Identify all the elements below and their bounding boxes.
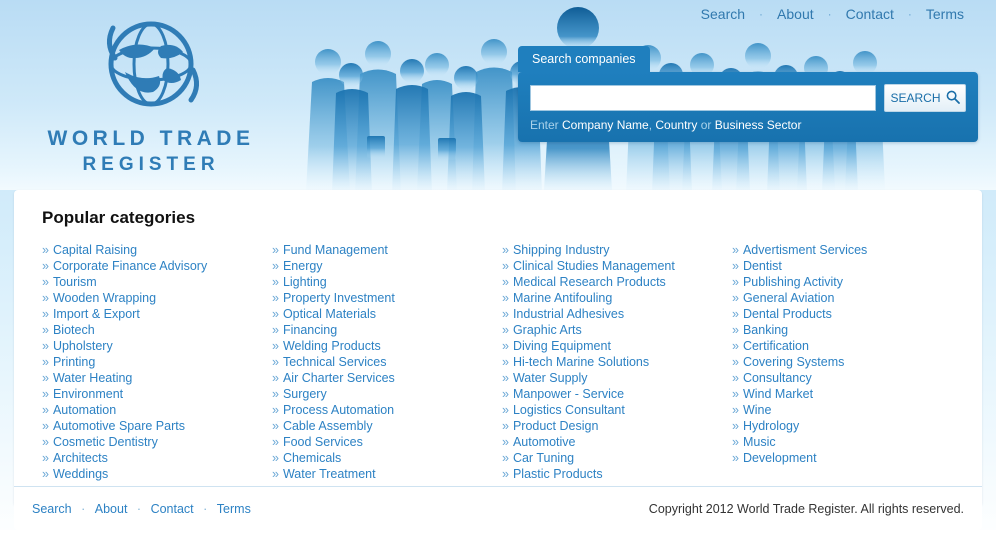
category-link[interactable]: Covering Systems <box>742 355 845 369</box>
category-link[interactable]: Advertisment Services <box>742 243 868 257</box>
list-item <box>732 354 962 370</box>
bullet-icon: » <box>42 467 49 481</box>
list-item <box>732 306 962 322</box>
list-item <box>732 274 962 290</box>
category-link[interactable]: Development <box>742 451 817 465</box>
category-link[interactable]: Automotive <box>512 435 576 449</box>
bullet-icon: » <box>272 355 279 369</box>
bullet-icon: » <box>272 291 279 305</box>
bullet-icon: » <box>732 355 739 369</box>
bullet-icon: » <box>732 403 739 417</box>
category-link[interactable]: Water Supply <box>512 371 588 385</box>
list-item <box>272 418 502 434</box>
category-column-2 <box>272 242 502 482</box>
topnav-link-search[interactable]: Search <box>700 6 746 22</box>
bullet-icon: » <box>272 451 279 465</box>
bullet-icon: » <box>502 291 509 305</box>
list-item <box>732 418 962 434</box>
bullet-icon: » <box>42 451 49 465</box>
list-item <box>42 338 272 354</box>
list-item <box>272 354 502 370</box>
bullet-icon: » <box>272 275 279 289</box>
category-link[interactable]: Lighting <box>282 275 327 289</box>
list-item <box>272 466 502 482</box>
category-link[interactable]: Medical Research Products <box>512 275 666 289</box>
bullet-icon: » <box>502 403 509 417</box>
category-column-4 <box>732 242 962 482</box>
search-hint <box>518 118 978 142</box>
bullet-icon: » <box>272 323 279 337</box>
category-link[interactable]: Music <box>742 435 776 449</box>
search-row <box>518 72 978 118</box>
category-link[interactable]: Clinical Studies Management <box>512 259 675 273</box>
globe-icon <box>95 10 207 122</box>
category-link[interactable]: General Aviation <box>742 291 835 305</box>
list-item <box>732 322 962 338</box>
category-link[interactable]: Dental Products <box>742 307 832 321</box>
list-item <box>502 386 732 402</box>
search-button[interactable] <box>884 84 966 112</box>
list-item <box>502 242 732 258</box>
search-button-label: SEARCH <box>890 91 941 105</box>
category-link[interactable]: Financing <box>282 323 338 337</box>
bullet-icon: » <box>502 371 509 385</box>
category-link[interactable]: Chemicals <box>282 451 342 465</box>
category-link[interactable]: Cable Assembly <box>282 419 373 433</box>
bullet-icon: » <box>272 403 279 417</box>
copyright-text: Copyright 2012 World Trade Register. All rights reserved. <box>648 501 964 516</box>
list-item <box>502 258 732 274</box>
category-link[interactable]: Wine <box>742 403 772 417</box>
bullet-icon: » <box>272 435 279 449</box>
bullet-icon: » <box>272 243 279 257</box>
category-link[interactable]: Tourism <box>52 275 97 289</box>
category-link[interactable]: Wooden Wrapping <box>52 291 157 305</box>
bullet-icon: » <box>502 307 509 321</box>
list-item <box>732 338 962 354</box>
magnifier-icon <box>946 90 960 107</box>
category-link[interactable]: Process Automation <box>282 403 395 417</box>
logo-line-2: REGISTER <box>82 154 220 175</box>
list-item <box>502 274 732 290</box>
bullet-icon: » <box>732 307 739 321</box>
bullet-icon: » <box>502 243 509 257</box>
bullet-icon: » <box>42 243 49 257</box>
category-link[interactable]: Manpower - Service <box>512 387 625 401</box>
category-link[interactable]: Cosmetic Dentistry <box>52 435 158 449</box>
bullet-icon: » <box>42 339 49 353</box>
bullet-icon: » <box>502 419 509 433</box>
category-link[interactable]: Wind Market <box>742 387 814 401</box>
list-item <box>272 370 502 386</box>
category-link[interactable]: Architects <box>52 451 108 465</box>
list-item <box>502 434 732 450</box>
list-item <box>42 290 272 306</box>
list-item <box>42 306 272 322</box>
category-link[interactable]: Banking <box>742 323 789 337</box>
hero-banner <box>0 0 996 190</box>
logo-wordmark <box>26 126 276 178</box>
list-item <box>502 466 732 482</box>
category-link[interactable]: Surgery <box>282 387 327 401</box>
category-link[interactable]: Automation <box>52 403 117 417</box>
list-item <box>42 370 272 386</box>
bullet-icon: » <box>502 323 509 337</box>
bullet-icon: » <box>42 259 49 273</box>
bullet-icon: » <box>272 339 279 353</box>
category-list-4 <box>732 242 962 466</box>
footer-link-terms[interactable]: Terms <box>216 501 251 516</box>
list-item <box>502 370 732 386</box>
list-item <box>502 354 732 370</box>
bullet-icon: » <box>732 275 739 289</box>
category-list-2 <box>272 242 502 482</box>
category-link[interactable]: Automotive Spare Parts <box>52 419 185 433</box>
category-link[interactable]: Property Investment <box>282 291 395 305</box>
category-link[interactable]: Publishing Activity <box>742 275 844 289</box>
bullet-icon: » <box>732 419 739 433</box>
category-link[interactable]: Logistics Consultant <box>512 403 625 417</box>
bullet-icon: » <box>732 371 739 385</box>
bullet-icon: » <box>272 387 279 401</box>
bullet-icon: » <box>272 467 279 481</box>
bullet-icon: » <box>732 291 739 305</box>
category-link[interactable]: Food Services <box>282 435 363 449</box>
list-item <box>42 322 272 338</box>
bullet-icon: » <box>272 259 279 273</box>
topnav-separator: · <box>759 7 764 21</box>
category-link[interactable]: Industrial Adhesives <box>512 307 625 321</box>
category-link[interactable]: Technical Services <box>282 355 387 369</box>
list-item <box>732 402 962 418</box>
bullet-icon: » <box>732 323 739 337</box>
category-link[interactable]: Consultancy <box>742 371 812 385</box>
category-link[interactable]: Capital Raising <box>52 243 138 257</box>
topnav-link-terms[interactable]: Terms <box>925 6 964 22</box>
list-item <box>42 466 272 482</box>
list-item <box>42 258 272 274</box>
bullet-icon: » <box>42 435 49 449</box>
category-link[interactable]: Graphic Arts <box>512 323 582 337</box>
list-item <box>42 242 272 258</box>
topnav-separator: · <box>827 7 832 21</box>
category-link[interactable]: Energy <box>282 259 323 273</box>
search-hint-sep-2: or <box>697 118 715 132</box>
list-item <box>42 386 272 402</box>
list-item <box>272 242 502 258</box>
footer-separator: · <box>81 501 86 516</box>
list-item <box>272 434 502 450</box>
list-item <box>272 274 502 290</box>
category-link[interactable]: Environment <box>52 387 124 401</box>
list-item <box>732 370 962 386</box>
category-link[interactable]: Upholstery <box>52 339 113 353</box>
bullet-icon: » <box>732 243 739 257</box>
list-item <box>502 450 732 466</box>
search-hint-prefix: Enter <box>530 118 563 132</box>
bullet-icon: » <box>732 339 739 353</box>
footer-separator: · <box>203 501 208 516</box>
list-item <box>502 306 732 322</box>
bullet-icon: » <box>42 275 49 289</box>
bullet-icon: » <box>502 435 509 449</box>
list-item <box>732 434 962 450</box>
bullet-icon: » <box>502 275 509 289</box>
bullet-icon: » <box>732 387 739 401</box>
category-link[interactable]: Corporate Finance Advisory <box>52 259 208 273</box>
list-item <box>272 306 502 322</box>
bullet-icon: » <box>732 435 739 449</box>
site-logo[interactable] <box>26 10 276 178</box>
category-link[interactable]: Dentist <box>742 259 782 273</box>
category-link[interactable]: Plastic Products <box>512 467 603 481</box>
topnav-link-about[interactable]: About <box>777 6 814 22</box>
search-panel <box>518 52 978 142</box>
bullet-icon: » <box>42 419 49 433</box>
list-item <box>732 450 962 466</box>
topnav-link-contact[interactable]: Contact <box>845 6 894 22</box>
category-list-3 <box>502 242 732 482</box>
list-item <box>272 450 502 466</box>
search-hint-sep-1: , <box>648 118 656 132</box>
category-link[interactable]: Car Tuning <box>512 451 575 465</box>
bullet-icon: » <box>272 419 279 433</box>
bullet-icon: » <box>502 451 509 465</box>
category-link[interactable]: Air Charter Services <box>282 371 395 385</box>
footer-link-contact[interactable]: Contact <box>150 501 194 516</box>
list-item <box>272 258 502 274</box>
list-item <box>502 402 732 418</box>
page-footer <box>14 486 982 530</box>
category-link[interactable]: Fund Management <box>282 243 388 257</box>
bullet-icon: » <box>42 387 49 401</box>
bullet-icon: » <box>502 339 509 353</box>
category-link[interactable]: Optical Materials <box>282 307 377 321</box>
bullet-icon: » <box>272 371 279 385</box>
category-column-1 <box>42 242 272 482</box>
bullet-icon: » <box>272 307 279 321</box>
category-link[interactable]: Shipping Industry <box>512 243 610 257</box>
bullet-icon: » <box>42 307 49 321</box>
category-list-1 <box>42 242 272 482</box>
list-item <box>502 338 732 354</box>
category-link[interactable]: Product Design <box>512 419 599 433</box>
logo-line-1: WORLD TRADE <box>47 127 255 150</box>
list-item <box>502 322 732 338</box>
list-item <box>272 402 502 418</box>
search-hint-keyword-company: Company Name <box>562 118 649 132</box>
list-item <box>272 338 502 354</box>
bullet-icon: » <box>502 355 509 369</box>
footer-navigation <box>32 502 257 516</box>
list-item <box>272 290 502 306</box>
category-link[interactable]: Weddings <box>52 467 109 481</box>
list-item <box>272 386 502 402</box>
list-item <box>42 418 272 434</box>
list-item <box>732 242 962 258</box>
category-link[interactable]: Diving Equipment <box>512 339 611 353</box>
list-item <box>272 322 502 338</box>
bullet-icon: » <box>732 259 739 273</box>
list-item <box>502 290 732 306</box>
bullet-icon: » <box>42 403 49 417</box>
bullet-icon: » <box>42 291 49 305</box>
footer-separator: · <box>136 501 142 516</box>
list-item <box>502 418 732 434</box>
list-item <box>42 402 272 418</box>
bullet-icon: » <box>502 387 509 401</box>
footer-link-about[interactable]: About <box>94 501 128 516</box>
search-hint-keyword-sector: Business Sector <box>714 118 802 132</box>
bullet-icon: » <box>42 323 49 337</box>
category-link[interactable]: Water Treatment <box>282 467 376 481</box>
category-link[interactable]: Marine Antifouling <box>512 291 613 305</box>
list-item <box>42 434 272 450</box>
popular-categories-card <box>14 190 982 506</box>
category-link[interactable]: Biotech <box>52 323 95 337</box>
search-input[interactable] <box>530 85 876 111</box>
category-link[interactable]: Import & Export <box>52 307 140 321</box>
category-link[interactable]: Hydrology <box>742 419 800 433</box>
topnav-separator: · <box>907 7 912 21</box>
category-column-3 <box>502 242 732 482</box>
top-navigation <box>687 6 978 22</box>
list-item <box>42 354 272 370</box>
category-link[interactable]: Certification <box>742 339 809 353</box>
list-item <box>42 274 272 290</box>
bullet-icon: » <box>502 259 509 273</box>
search-panel-tab: Search companies <box>518 46 650 72</box>
bullet-icon: » <box>42 355 49 369</box>
category-link[interactable]: Water Heating <box>52 371 133 385</box>
category-link[interactable]: Printing <box>52 355 96 369</box>
categories-columns <box>28 242 968 488</box>
bullet-icon: » <box>502 467 509 481</box>
footer-link-search[interactable]: Search <box>32 501 72 516</box>
bullet-icon: » <box>42 371 49 385</box>
bullet-icon: » <box>732 451 739 465</box>
page-bottom-edge <box>0 530 996 545</box>
list-item <box>732 258 962 274</box>
list-item <box>42 450 272 466</box>
list-item <box>732 386 962 402</box>
category-link[interactable]: Welding Products <box>282 339 381 353</box>
list-item <box>732 290 962 306</box>
category-link[interactable]: Hi-tech Marine Solutions <box>512 355 650 369</box>
page-title: Popular categories <box>42 208 196 227</box>
search-hint-keyword-country: Country <box>655 118 698 132</box>
